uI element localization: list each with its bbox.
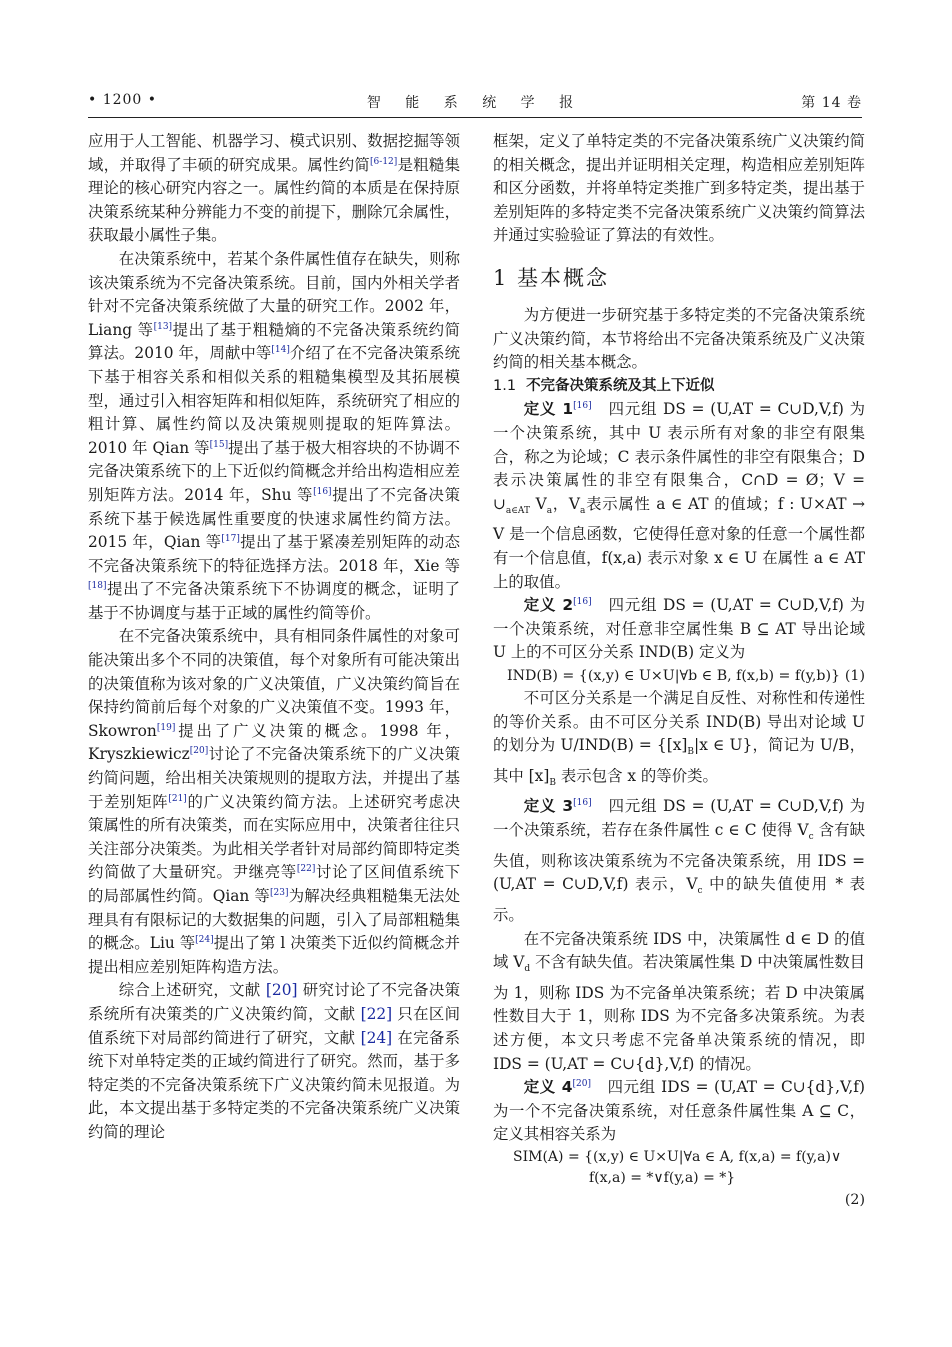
math-subscript: a [580, 505, 586, 516]
definition-3: 定义 3[16] 四元组 DS = (U,AT = C∪D,V,f) 为一个决策系统，若存在条件属性 c ∈ C 使得 $V_c$ 含有缺失值，则称该决策系统为不完备决策系统，用 IDS = (U,AT = C∪D,V,f) 表示，$V_c$ 中的缺失值使用 * 表示。 [493, 797, 866, 925]
paragraph: 框架，定义了单特定类的不完备决策系统广义决策约简的相关概念，提出并证明相关定理，构造相应差别矩阵和区分函数，并将单特定类推广到多特定类，提出基于差别矩阵的多特定类不完备决策系统广义决策约简算法并通过实验验证了算法的有效性。 [493, 132, 865, 245]
citation-ref: [15] [209, 439, 229, 450]
citation-ref: [18] [88, 581, 107, 592]
paragraph: 在不完备决策系统 IDS 中，决策属性 d ∈ D 的值域 $V_d$ 不含有缺失值。若决策属性集 D 中决策属性数目为 1，则称 IDS 为不完备单决策系统；若 D 中决策属性数目大于 1，则称 IDS 为不完备多决策系统。为表述方便，本文只考虑不完备单决策系统的情况，即 IDS = (U,AT = C∪{d},V,f) 的情况。 [493, 929, 866, 1073]
left-column [88, 130, 460, 1145]
definition-1: 定义 1[16] 四元组 DS = (U,AT = C∪D,V,f) 为一个决策系统，其中 U 表示所有对象的非空有限集合，称之为论域；C 表示条件属性的非空有限集合；D 表示决策属性的非空有限集合，C∩D = Ø；$V = \cup_{a\in AT}$ $V_a$，$V_a$表示属性 a ∈ AT 的值域；f : U×AT → V 是一个信息函数，它使得任意对象的任意一个属性都有一个信息值，f(x,a) 表示对象 x ∈ U 在属性 a ∈ AT 上的取值。 [493, 400, 866, 591]
citation-ref: [22] [360, 1004, 393, 1023]
definition-label: 定义 1 [523, 400, 574, 419]
definition-4: 定义 4[20] 四元组 IDS = (U,AT = C∪{d},V,f) 为一个不完备决策系统，对任意条件属性集 A ⊆ C，定义其相容关系为 [493, 1078, 865, 1144]
math-subscript: c [697, 886, 703, 897]
paragraph: 应用于人工智能、机器学习、模式识别、数据挖掘等领域，并取得了丰硕的研究成果。属性约简[6-12]是粗糙集理论的核心研究内容之一。属性约简的本质是在保持原决策系统某种分辨能力不变的前提下，删除冗余属性，获取最小属性子集。 [88, 132, 460, 245]
paragraph: 综合上述研究，文献 [20] 研究讨论了不完备决策系统所有决策类的广义决策约简，文献 [22] 只在区间值系统下对局部约简进行了研究，文献 [24] 在完备系统下对单特定类的正域约简进行了研究。然而，基于多特定类的不完备决策系统下广义决策约简未见报道。为此，本文提出基于多特定类的不完备决策系统广义决策约简的理论 [88, 981, 460, 1141]
citation-ref: [20] [265, 981, 298, 1000]
equation-1-number: (1) [844, 667, 865, 684]
citation-ref: [22] [296, 864, 316, 875]
equation-1 [493, 665, 865, 687]
definition-label: 定义 4 [523, 1078, 573, 1097]
math-subscript: B [549, 777, 556, 788]
citation-ref: [16] [573, 597, 592, 608]
volume-number: 第 14 卷 [801, 95, 862, 111]
citation-ref: [16] [313, 486, 332, 497]
page-number: • 1200 • [88, 92, 158, 108]
section-title: 1 基本概念 [493, 265, 610, 290]
citation-ref: [16] [573, 798, 592, 809]
subsection-label: 不完备决策系统及其上下近似 [526, 377, 715, 394]
paragraph: 在决策系统中，若某个条件属性值存在缺失，则称该决策系统为不完备决策系统。目前，国内外相关学者针对不完备决策系统做了大量的研究工作。2002 年，Liang 等[13]提出了基于粗糙熵的不完备决策系统约简算法。2010 年，周献中等[14]介绍了在不完备决策系统下基于相容关系和相似关系的粗糙集模型及其拓展模型，通过引入相容矩阵和相似矩阵，系统研究了相应的粗计算、属性约简以及决策规则提取的矩阵算法。2010 年 Qian 等[15]提出了基于极大相容块的不协调不完备决策系统下的上下近似约简概念并给出构造相应差别矩阵方法。2014 年，Shu 等[16]提出了不完备决策系统下基于候选属性重要度的快速求属性约简方法。2015 年，Qian 等[17]提出了基于紧凑差别矩阵的动态不完备决策系统下的特征选择方法。2018 年，Xie 等[18]提出了不完备决策系统下不协调度的概念，证明了基于不协调度与基于正域的属性约简等价。 [88, 249, 460, 622]
math-subscript: c [808, 832, 814, 843]
citation-ref: [19] [156, 722, 176, 733]
definition-label: 定义 3 [523, 797, 574, 816]
citation-ref: [13] [153, 321, 173, 332]
citation-ref: [6-12] [370, 156, 398, 167]
citation-ref: [20] [572, 1079, 591, 1090]
paragraph: 不可区分关系是一个满足自反性、对称性和传递性的等价关系。由不可区分关系 IND(B) 导出对论域 U 的划分为 $U/IND(B) = \{[x]_B|x$ ∈ U}，简记为 U/B，其中 $[x]_B$ 表示包含 x 的等价类。 [493, 688, 865, 788]
subsection-number: 1.1 [493, 377, 517, 394]
citation-ref: [17] [221, 534, 240, 545]
running-header [88, 92, 862, 114]
citation-ref: [20] [189, 746, 209, 757]
equation-2-line-2: f(x,a) = *∨f(y,a) = *} [589, 1170, 736, 1187]
equation-2-line-1: SIM(A) = {(x,y) ∈ U×U|∀a ∈ A, f(x,a) = f(y,a)∨ [513, 1149, 842, 1166]
definition-2: 定义 2[16] 四元组 DS = (U,AT = C∪D,V,f) 为一个决策系统，对任意非空属性集 B ⊆ AT 导出论域 U 上的不可区分关系 IND(B) 定义为 [493, 596, 866, 662]
definition-label: 定义 2 [523, 596, 574, 615]
citation-ref: [21] [168, 793, 187, 804]
equation-1-body: IND(B) = {(x,y) ∈ U×U|∀b ∈ B, f(x,b) = f(y,b)} [507, 667, 841, 684]
citation-ref: [16] [573, 401, 592, 412]
math-subscript: a∈AT [505, 505, 530, 516]
citation-ref: [24] [360, 1028, 393, 1047]
paragraph: 为方便进一步研究基于多特定类的不完备决策系统广义决策约简，本节将给出不完备决策系统及广义决策约简的相关基本概念。 [493, 305, 865, 372]
equation-2-number: (2) [844, 1192, 865, 1209]
subsection-title [493, 375, 865, 399]
math-subscript: d [524, 964, 531, 975]
math-subscript: B [687, 747, 695, 758]
citation-ref: [24] [195, 935, 214, 946]
journal-name: 智 能 系 统 学 报 [366, 95, 584, 111]
math-subscript: a [546, 505, 553, 516]
header-rule [88, 117, 862, 118]
right-column [493, 130, 865, 1211]
citation-ref: [14] [271, 345, 290, 356]
citation-ref: [23] [270, 888, 289, 898]
paragraph: 在不完备决策系统中，具有相同条件属性的对象可能决策出多个不同的决策值，每个对象所有可能决策出的决策值称为该对象的广义决策值，广义决策约简旨在保持约简前后每个对象的广义决策值不变。1993 年，Skowron[19]提出了广义决策的概念。1998 年，Kryszkiewicz[20]讨论了不完备决策系统下的广义决策约简问题，给出相关决策规则的提取方法，并提出了基于差别矩阵[21]的广义决策约简方法。上述研究考虑决策属性的所有决策类，而在实际应用中，决策者往往只关注部分决策类。为此相关学者针对局部约简即特定类约简做了大量研究。尹继亮等[22]讨论了区间值系统下的局部属性约简。Qian 等[23]为解决经典粗糙集无法处理具有有限标记的大数据集的问题，引入了局部粗糙集的概念。Liu 等[24]提出了第 l 决策类下近似约简概念并提出相应差别矩阵构造方法。 [88, 627, 460, 976]
